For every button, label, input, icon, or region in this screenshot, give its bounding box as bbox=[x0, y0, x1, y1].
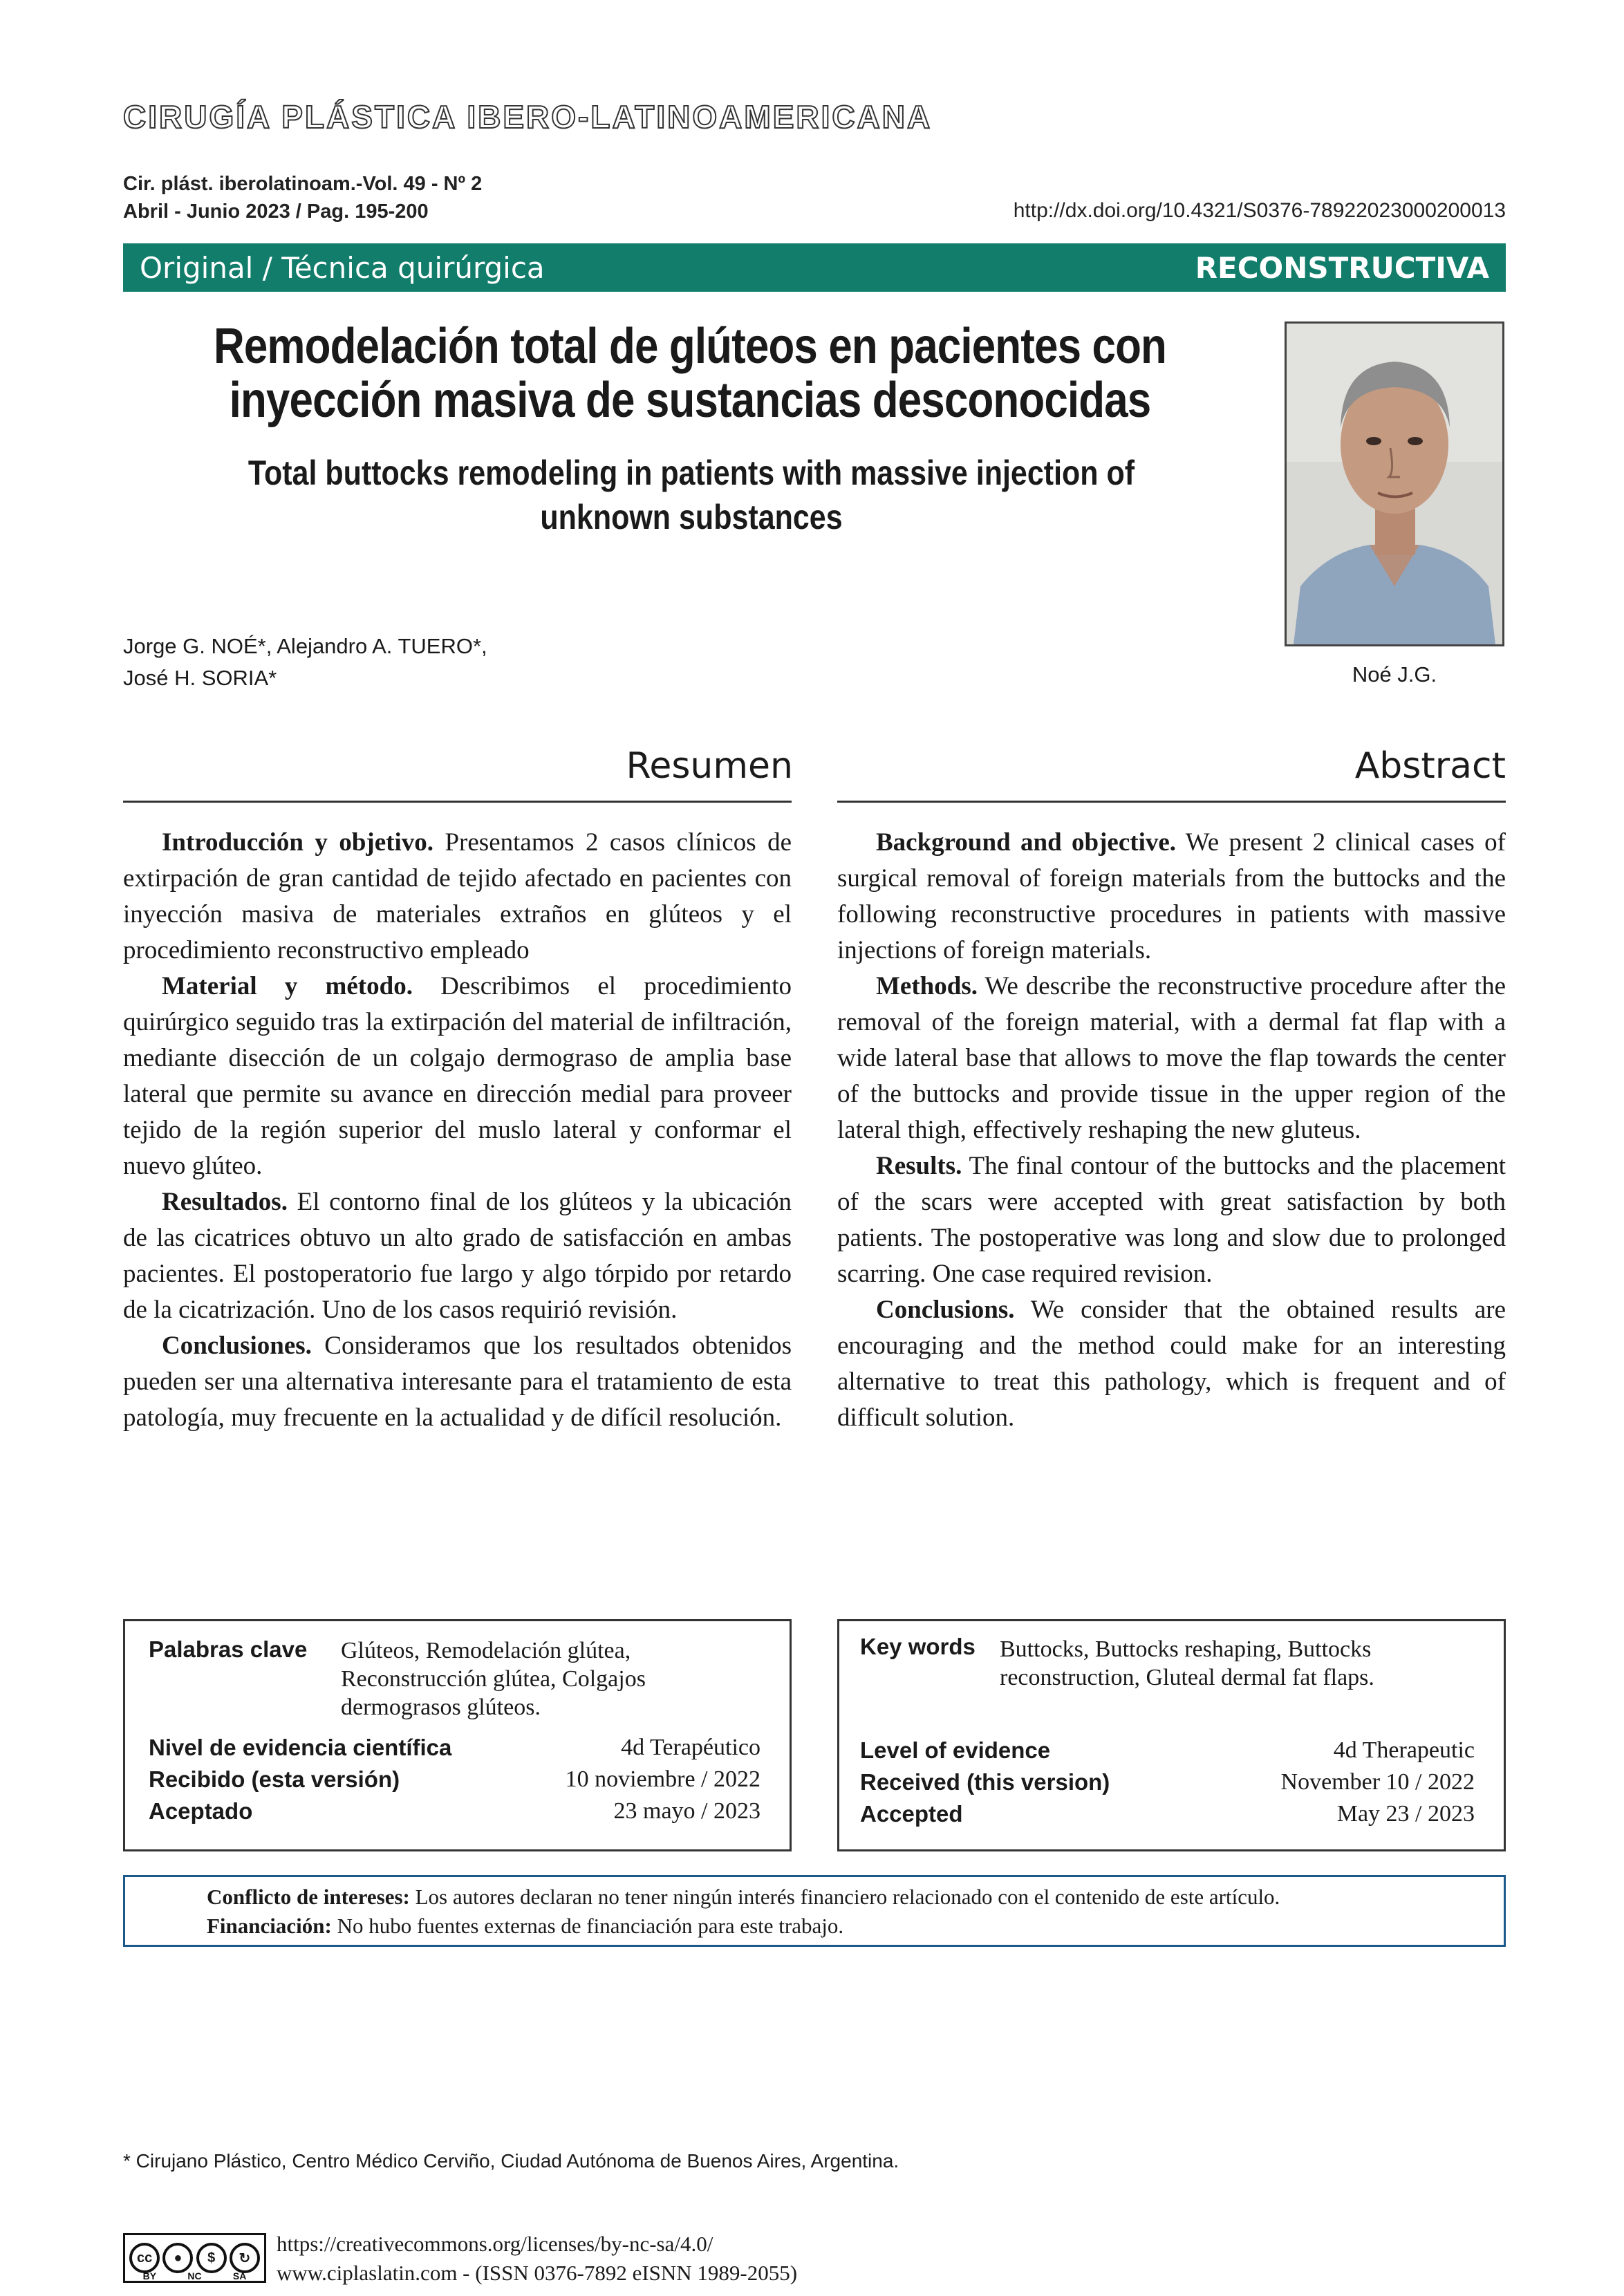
author-portrait-image bbox=[1287, 324, 1502, 644]
sa-icon: ↻ bbox=[230, 2243, 260, 2273]
photo-caption: Noé J.G. bbox=[1352, 662, 1437, 687]
abstract-background: Background and objective. We present 2 clinical cases of surgical removal of foreign materials from the buttocks and the following reconstructive procedures in patients with massive injections of foreign materials. bbox=[837, 828, 1506, 964]
received-value-es: 10 noviembre / 2022 bbox=[565, 1766, 760, 1792]
keywords-text-en: Buttocks, Buttocks reshaping, Buttocks reconstruction, Gluteal dermal fat flaps. bbox=[1000, 1636, 1374, 1690]
evidence-value-en: 4d Therapeutic bbox=[1333, 1737, 1475, 1763]
accepted-label-es: Aceptado bbox=[149, 1798, 253, 1824]
accepted-label-en: Accepted bbox=[860, 1801, 963, 1827]
abstract-results: Results. The final contour of the buttocks and the placement of the scars were accepted with great satisfaction by both patients. The postoperative was long and slow due to prolonged scarring. One case required revision. bbox=[837, 1152, 1506, 1288]
keywords-text-es: Glúteos, Remodelación glútea, Reconstrucción glútea, Colgajos dermograsos glúteos. bbox=[341, 1638, 646, 1720]
abstract-heading: Abstract bbox=[1354, 745, 1506, 787]
keywords-label-en: Key words bbox=[860, 1634, 976, 1659]
received-value-en: November 10 / 2022 bbox=[1280, 1769, 1475, 1795]
received-label-en: Received (this version) bbox=[860, 1769, 1110, 1795]
author-photo bbox=[1285, 321, 1504, 646]
license-text bbox=[277, 2230, 797, 2288]
section-band bbox=[123, 243, 1506, 292]
abstract-body bbox=[837, 825, 1506, 1436]
resumen-heading: Resumen bbox=[626, 745, 793, 787]
by-icon: ● bbox=[162, 2243, 193, 2273]
section-category: RECONSTRUCTIVA bbox=[1195, 250, 1489, 285]
received-label-es: Recibido (esta versión) bbox=[149, 1766, 400, 1792]
conflict-box bbox=[123, 1875, 1506, 1947]
cc-nc-letters: NC bbox=[187, 2270, 202, 2281]
resumen-conclusiones: Conclusiones. Consideramos que los resultados obtenidos pueden ser una alternativa interesante para el tratamiento de esta patología, muy frecuente en la actualidad y de difícil resolución. bbox=[123, 1332, 792, 1432]
citation-volume: Cir. plást. iberolatinoam.-Vol. 49 - Nº 2 bbox=[123, 173, 483, 195]
evidence-label-es: Nivel de evidencia científica bbox=[149, 1735, 452, 1760]
doi-link[interactable]: http://dx.doi.org/10.4321/S0376-78922023000200013 bbox=[1013, 199, 1506, 222]
conflict-statement: Conflicto de intereses: Los autores declaran no tener ningún interés financiero relacionado con el contenido de este artículo. bbox=[207, 1885, 1280, 1909]
authors-line-1: Jorge G. NOÉ*, Alejandro A. TUERO*, bbox=[123, 634, 487, 658]
evidence-value-es: 4d Terapéutico bbox=[621, 1735, 760, 1760]
resumen-resultados: Resultados. El contorno final de los glúteos y la ubicación de las cicatrices obtuvo un alto grado de satisfacción en ambas pacientes. El postoperatorio fue largo y algo tórpido por retardo de la cicatrización. Uno de los casos requirió revisión. bbox=[123, 1188, 792, 1324]
nc-icon: $ bbox=[196, 2243, 227, 2273]
title-spanish: Remodelación total de glúteos en pacientes con inyección masiva de sustancias desconocidas bbox=[213, 319, 1167, 428]
citation-block bbox=[123, 170, 482, 225]
cc-icon: cc bbox=[129, 2243, 160, 2273]
resumen-divider bbox=[123, 801, 792, 803]
keywords-box-en bbox=[837, 1619, 1506, 1851]
funding-statement: Financiación: No hubo fuentes externas de financiación para este trabajo. bbox=[207, 1914, 844, 1938]
affiliation-footnote: * Cirujano Plástico, Centro Médico Cerviño, Ciudad Autónoma de Buenos Aires, Argentina. bbox=[123, 2150, 899, 2172]
evidence-label-en: Level of evidence bbox=[860, 1737, 1051, 1763]
resumen-intro: Introducción y objetivo. Presentamos 2 casos clínicos de extirpación de gran cantidad de tejido afectado en pacientes con inyección masiva de materiales extraños en glúteos y el procedimiento reconstructivo empleado bbox=[123, 828, 792, 964]
author-list bbox=[123, 631, 487, 694]
accepted-value-es: 23 mayo / 2023 bbox=[613, 1798, 760, 1824]
accepted-value-en: May 23 / 2023 bbox=[1336, 1801, 1475, 1827]
cc-badge-letters bbox=[127, 2270, 262, 2281]
citation-pages: Abril - Junio 2023 / Pag. 195-200 bbox=[123, 200, 429, 223]
abstract-divider bbox=[837, 801, 1506, 803]
title-english: Total buttocks remodeling in patients with massive injection of unknown substances bbox=[248, 454, 1135, 536]
keywords-label-es: Palabras clave bbox=[149, 1636, 308, 1662]
journal-name: CIRUGÍA PLÁSTICA IBERO-LATINOAMERICANA bbox=[123, 99, 933, 135]
abstract-conclusions: Conclusions. We consider that the obtained results are encouraging and the method could make for an interesting alternative to treat this pathology, which is frequent and of difficult solution. bbox=[837, 1296, 1506, 1432]
keywords-box-es bbox=[123, 1619, 792, 1851]
resumen-metodo: Material y método. Describimos el procedimiento quirúrgico seguido tras la extirpación del material de infiltración, mediante disección de un colgajo dermograso de amplia base lateral que permite su avance en dirección medial para proveer tejido de la región superior del muslo lateral y conformar el nuevo glúteo. bbox=[123, 972, 792, 1180]
authors-line-2: José H. SORIA* bbox=[123, 666, 277, 690]
abstract-methods: Methods. We describe the reconstructive procedure after the removal of the foreign material, with a dermal fat flap with a wide lateral base that allows to move the flap towards the center of the buttocks and provide tissue in the upper region of the lateral thigh, effectively reshaping the new gluteus. bbox=[837, 972, 1506, 1144]
license-url[interactable]: https://creativecommons.org/licenses/by-nc-sa/4.0/ bbox=[277, 2232, 713, 2256]
article-type: Original / Técnica quirúrgica bbox=[140, 250, 545, 285]
resumen-body bbox=[123, 825, 792, 1436]
cc-sa-letters: SA bbox=[232, 2270, 247, 2281]
cc-by-letters: BY bbox=[142, 2270, 157, 2281]
journal-site[interactable]: www.ciplaslatin.com - (ISSN 0376-7892 eISNN 1989-2055) bbox=[277, 2261, 798, 2285]
